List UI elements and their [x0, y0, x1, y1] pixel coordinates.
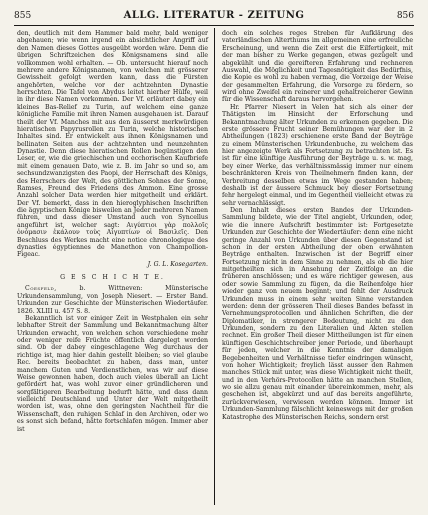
header-rule — [14, 25, 414, 26]
bib-place: Coesfeld, — [25, 285, 57, 293]
journal-title: ALLG. LITERATUR - ZEITUNG — [123, 10, 305, 21]
page-number-left: 855 — [14, 11, 32, 21]
left-paragraph-1: den, deutlich mit dem Hammer bald mehr, bald weniger abgehauen; wie wenn irgend ein absichtlicher Angriff auf den Namen dieses Gottes ausgeübt worden wäre. Denn die übrigen Schriftzeichen des Königsnamens sind alle vollkommen wohl erhalten. — Ob. untersucht hierauf noch mehrere andere Königsnamen, von welchen mit grösserer Gewissheit gefolgt werden kann, dass die Fürsten angehörten, welche vor der achtzehnten Dynastie herrschten. Die Tafel von Abydus leitet hierher Hülfe, weil in ihr diese Namen vorkommen. Der Vf. erläutert dabey ein kleines Bas-Relief zu Turin, auf welchem eine ganze königliche Familie mit ihren Namen ausgehauen ist. Darauf theilt der Vf. Manches mit aus den äusserst merkwürdigen hieratischen Papyrusrollen zu Turin, welche historischen Inhaltes sind. Er entwickelt aus ihnen Königsnamen und bellinaten Seiten aus der achtzehnten und neunzehnten Dynastie. Denn diese hieratischen Rollen begünstigen den Leser, er, wie die griechischen und ecchorischen Kaufbriefe mit einem genauen Dato, wie z. B. im Jahr so und so, am sechsundzwanzigsten des Paopi, der Herrschaft des Königs, des Herrschers der Welt, des göttlichen Sohnes der Sonne, Ramses, Freund des Friedens des Ammon. Eine grosse Anzahl solcher Data werden hier mitgetheilt und erklärt. Der Vf. bemerkt, dass in den hieroglyphischen Inschriften die ägyptischen Könige bisweilen an Jeder mehreren Namen führen, und dass dieser Umstand auch von Syncellus angeführt ist, welcher sagt: Αιγύπτιοι γὰρ πολλοῖς ὀνόμασιν ἐκάλουν τοὺς Αἰγυπτίων οἱ Βασιλεῖς. Den Beschluss des Werkes macht eine notice chronologique des dynasties égyptiennes de Manethon von Champollion-Figeac. — [17, 30, 208, 259]
section-heading: G E S C H I C H T E. — [60, 274, 165, 281]
right-paragraph-3: Den Inhalt dieses ersten Bandes der Urkunden-Sammlung bildete, wie der Titel angiebt, Urkunden, oder, wie die innere Aufschrift bestimmter ist: Fortgesetzte Urkunden zur Geschichte der Wiedertäufer: denn eine nicht geringe Anzahl von Urkunden über diesen Gegenstand ist schon in der ersten Abtheilung der oben erwähnten Beyträge enthalten. Inzwischen ist der Begriff einer Fortsetzung nicht in dem Sinne zu nehmen, als ob die hier mitgetheilten sich in Ansehung der Zeitfolge an die früheren anschlössen; und es wäre richtiger gewesen, aus oder sowie Sammlung zu fügen, da die Reihenfolge hier wieder ganz von neuem beginnt; und fehlt der Ausdruck Urkunden muss in einem sehr weiten Sinne verstanden werden: denn der grösseren Theil dieses Bandes befasst in Vernehmungsprotocollen und ähnlichen Schriften, die der Diplomatiker, in strengerer Bedeutung, nicht zu den Urkunden, sondern zu den Literalien und Akten stellen rechnet. Ein großer Theil dieser Mittheilungen ist für einen künftigen Geschichtschreiber jener Periode, und überhaupt für jeden, welcher in die Kenntnis der damaligen Begebenheiten und Verhältnisse tiefer eindringen wünscht, von hoher Wichtigkeit; freylich lässt ausser den Rahmen manches Stück mit unter, was diese Wichtigkeit nicht theilt, und in den Verhörs-Protocollen hätte an manchen Stellen, wo sie allzu genau mit einander übereinkommen, mehr, als geschehen ist, abgekürzt und auf das bereits angeführte, zurückverwiesen, verwiesen werden können. Immer ist Urkunden-Sammlung fälschlicht keineswegs mit der großen Katastrophe des Münsterischen Reichs, sondern erst — [222, 207, 413, 421]
bibliographic-entry — [17, 285, 208, 315]
left-column — [17, 30, 208, 433]
left-paragraph-2: Bekanntlich ist vor einiger Zeit in Westphalen ein sehr lebhafter Streit der Sammlung und Bekanntmachung älter Urkunden erwacht, von welchen schon verschiedene mehr oder weniger reife Früchte öffentlich dargelegt worden sind. Ob der dabey eingeschlagene Weg durchaus der richtige ist, mag hier dahin gestellt bleiben; so viel glaube Rec. bereits beobachtet zu haben, dass man, unter manchem Guten und Verdienstlichen, was wir auf diese Weise gewonnen haben, doch auch vieles überall an Licht gefördert hat, was wohl zuvor einer gründlicheren und sorgfältigeren Bearbeitung bedurft hätte, und dass dann vielleicht Deutschland und Unter der Welt mitgetheilt worden ist, was, ohne den geringsten Nachtheil für die Wissenschaft, den ruhigen Schlaf in den Archiven, oder wo es sonst sich befand, hätte fortschlafen mögen. Immer aber ist — [17, 314, 208, 433]
right-paragraph-1: doch ein solches reges Streben für Aufklärung des vaterländischen Alterthums im allgemeinen eine erfreuliche Erscheinung, und wenn die Zeit erst die Eilfertigkeit, mit der man bisher zu Werke gegangen, etwas gezügelt und abgekühlt und die gereifteren Erfahrung und rechneren Auswahl, die Möglichkeit und Tagesnötigkeit das Bedürfnis, die Kopie es wohl zu haben vermag, die Vorzeige der Weise der gesammelten Erfahrung, die Vorsorge zu fördern, so wird ohne Zweifel ein reinerer und gehaltreicherer Gewinn für die Wissenschaft daraus hervorgehen. — [222, 30, 413, 104]
right-paragraph-2: Hr. Pfarrer Niesert in Velen hat sich als einer der Thätigsten im Hinsicht der Erforschung und Bekanntmachung älter Urkunden zu erkennen gegeben. Die erste grössere Frucht seiner Bemühungen war der in 2 Abtheilungen (1823) erschienene erste Band der Beyträge zu einem Münsterischen Urkundenbuche, zu welchem das hier angezeigte Werk als Fortsetzung zu betrachten ist. Es ist für eine künftige Ausführung der Beyträge u. s. w. mag, bey einer Werke, das verhältnissmässig immer nur einem beschränkteren Kreis von Theilnehmern finden kann, der Verbreitung desselben etwas im Wege gestanden haben; deshalb ist der äussere Schmuck bey dieser Fortsetzung fehr hergelegt einmal, und im Gegentheil vielleicht etwas zu sehr vernachlässigt. — [222, 103, 413, 207]
bib-text: b. Wittneven: Münsterische Urkundensammlung, von Joseph Niesert. — Erster Band. Urkunden zur Geschichte der Münsterischen Wiedertäufer. 1826. XLIII u. 457 S. 8. — [17, 285, 208, 315]
page-header — [14, 8, 414, 24]
reviewer-signature: J. G. L. Kosegarten. — [147, 260, 208, 268]
page-number-right: 856 — [396, 11, 414, 21]
column-divider — [214, 28, 215, 505]
right-column — [222, 30, 413, 421]
